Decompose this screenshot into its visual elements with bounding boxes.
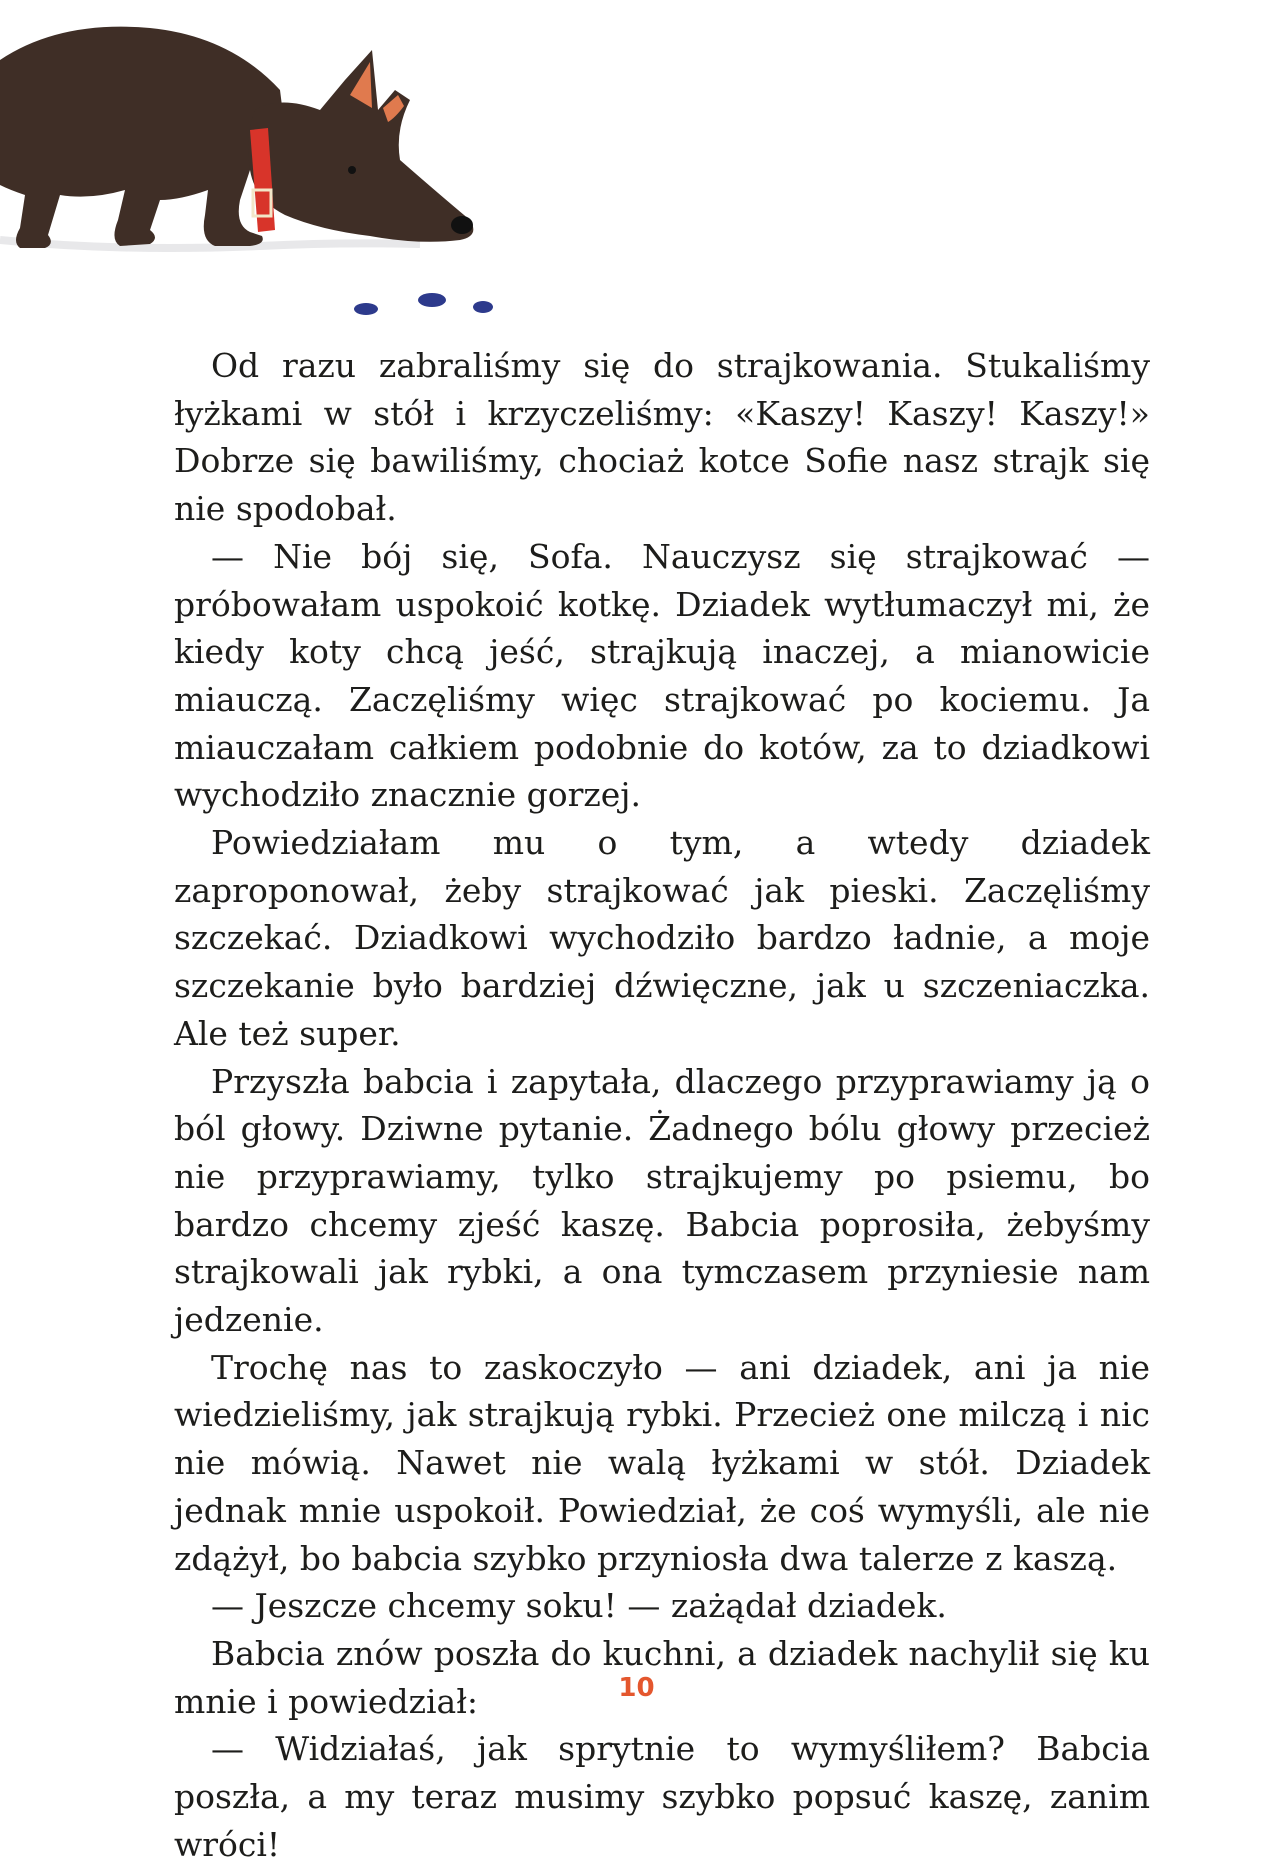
- page-number: 10: [618, 1673, 655, 1703]
- paragraph: — Jeszcze chcemy soku! — zażądał dziadek.: [211, 1586, 947, 1626]
- paragraph: — Widziałaś, jak sprytnie to wymyśliłem? Babcia poszła, a my teraz musimy szybko popsuć kaszę, zanim wróci!: [174, 1729, 1150, 1864]
- paragraph: Powiedziałam mu o tym, a wtedy dziadek zaproponował, żeby strajkować jak pieski. Zaczęliśmy szczekać. Dziadkowi wychodziło bardzo ładnie, a moje szczekanie było bardziej dźwięczne, jak u szczeniaczka. Ale też super.: [174, 823, 1150, 1053]
- dog-nose: [451, 216, 473, 234]
- dog-illustration: [0, 0, 500, 330]
- paragraph: — Nie bój się, Sofa. Nauczysz się strajkować — próbowałam uspokoić kotkę. Dziadek wytłumaczył mi, że kiedy koty chcą jeść, strajkują inaczej, a mianowicie miauczą. Zaczęliśmy więc strajkować po kociemu. Ja miauczałam całkiem podobnie do kotów, za to dziadkowi wychodziło znacznie gorzej.: [174, 536, 1150, 815]
- paragraph: Od razu zabraliśmy się do strajkowania. Stukaliśmy łyżkami w stół i krzyczeliśmy: «Kaszy! Kaszy! Kaszy!» Dobrze się bawiliśmy, chociaż kotce Sofie nasz strajk się nie spodobał.: [174, 346, 1150, 529]
- paragraph: Trochę nas to zaskoczyło — ani dziadek, ani ja nie wiedzieliśmy, jak strajkują rybki. Przecież one milczą i nic nie mówią. Nawet nie walą łyżkami w stół. Dziadek jednak mnie uspokoił. Powiedział, że coś wymyśli, ale nie zdążył, bo babcia szybko przyniosła dwa talerze z kaszą.: [174, 1347, 1150, 1578]
- paragraph: Babcia znów poszła do kuchni, a dziadek nachylił się ku mnie i powiedział:: [174, 1633, 1150, 1721]
- story-text: [174, 342, 1150, 1869]
- dog-eye: [348, 166, 356, 174]
- paw-print: [354, 303, 378, 315]
- dog-body: [0, 27, 285, 248]
- paw-print: [473, 301, 493, 313]
- paragraph: Przyszła babcia i zapytała, dlaczego przyprawiamy ją o ból głowy. Dziwne pytanie. Żadnego bólu głowy przecież nie przyprawiamy, tylko strajkujemy po psiemu, bo bardzo chcemy zjeść kaszę. Babcia poprosiła, żebyśmy strajkowali jak rybki, a ona tymczasem przyniesie nam jedzenie.: [174, 1061, 1150, 1340]
- paw-print: [418, 293, 446, 307]
